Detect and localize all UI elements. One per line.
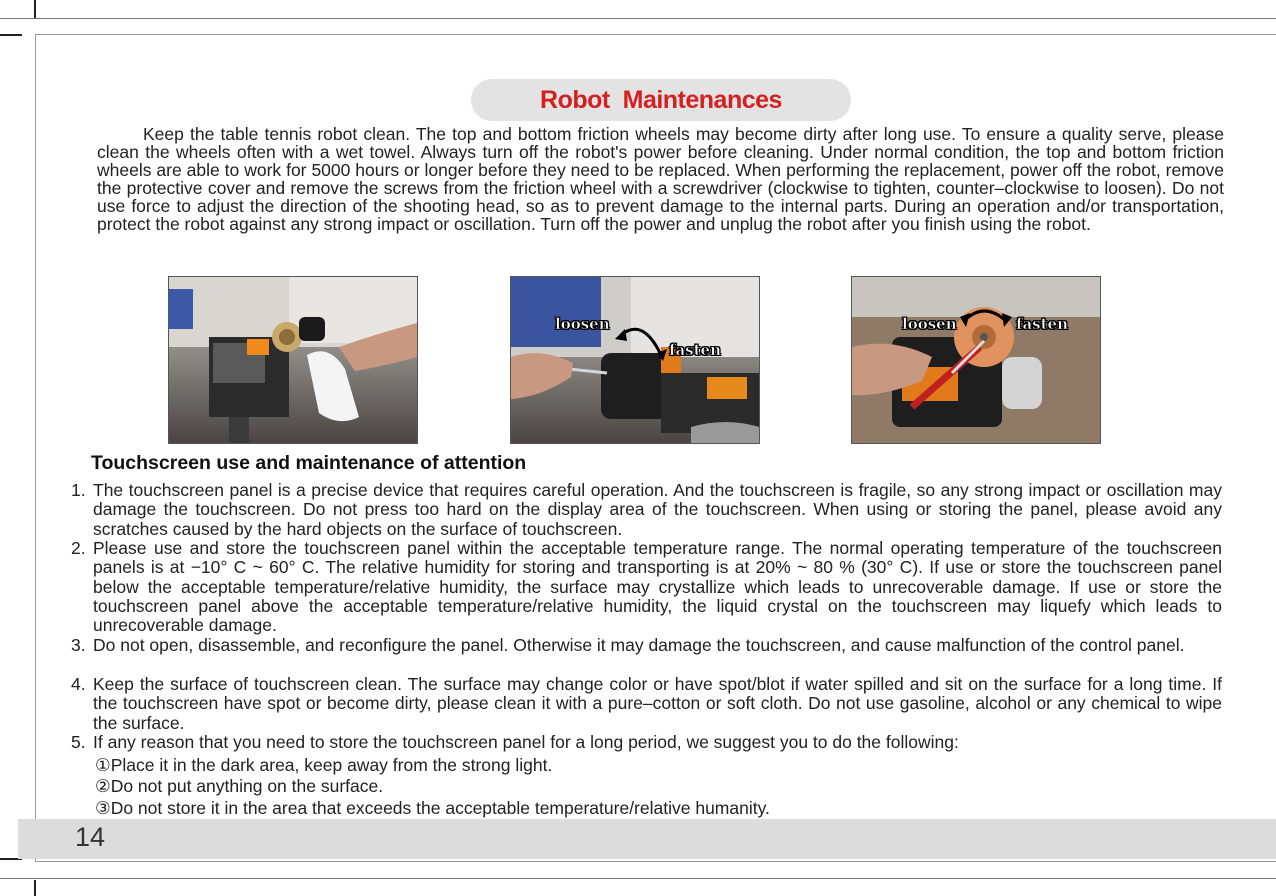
- list-number: 1.: [71, 480, 86, 500]
- loosen-label: loosen: [555, 315, 610, 333]
- list-text: If any reason that you need to store the touchscreen panel for a long period, we suggest you to do the following:: [93, 732, 959, 752]
- list-text: Do not open, disassemble, and reconfigure the panel. Otherwise it may damage the touchscreen, and cause malfunction of the control panel.: [93, 635, 1185, 655]
- loosen-label: loosen: [902, 315, 957, 333]
- photo-cleaning-wheel: [168, 276, 418, 444]
- trim-line-bottom: [0, 878, 1276, 879]
- sub-item: ③Do not store it in the area that exceeds the acceptable temperature/relative humanity.: [95, 798, 770, 818]
- list-number: 4.: [71, 674, 86, 694]
- list-item: [71, 538, 1222, 636]
- crop-mark-bottom: [34, 880, 36, 896]
- list-item: [71, 635, 1222, 655]
- list-item: [71, 732, 1222, 752]
- list-text: Keep the surface of touchscreen clean. The surface may change color or have spot/blot if water spilled and sit on the surface for a long time. If the touchscreen have spot or become dirty, please clean it with a pure–cotton or soft cloth. Do not use gasoline, alcohol or any chemical to wipe the surface.: [93, 674, 1222, 733]
- list-item: [71, 674, 1222, 733]
- page-number: 14: [75, 822, 106, 852]
- intro-paragraph: Keep the table tennis robot clean. The top and bottom friction wheels may become dirty after long use. To ensure a quality serve, please clean the wheels often with a wet towel. Always turn off the robot's power before cleaning. Under normal condition, the top and bottom friction wheels are able to work for 5000 hours or longer before they need to be replaced. When performing the replacement, power off the robot, remove the protective cover and remove the screws from the friction wheel with a screwdriver (clockwise to tighten, counter–clockwise to loosen). Do not use force to adjust the direction of the shooting head, so as to prevent damage to the internal parts. During an operation and/or transportation, protect the robot against any strong impact or oscillation. Turn off the power and unplug the robot after you finish using the robot.: [97, 124, 1224, 234]
- photo-screwdriver-side: [510, 276, 760, 444]
- list-text: Please use and store the touchscreen panel within the acceptable temperature range. The normal operating temperature of the touchscreen panels is at −10° C ~ 60° C. The relative humidity for storing and transporting is at 20% ~ 80 % (30° C). If use or store the touchscreen panel below the acceptable temperature/relative humidity, the surface may crystallize which leads to unrecoverable damage. If use or store the touchscreen panel above the acceptable temperature/relative humidity, the liquid crystal on the touchscreen may liquefy which leads to unrecoverable damage.: [93, 538, 1222, 636]
- fasten-label: fasten: [669, 341, 721, 359]
- photo-screwdriver-closeup: [851, 276, 1101, 444]
- crop-mark-top: [34, 0, 36, 18]
- section-heading: Touchscreen use and maintenance of attention: [91, 452, 527, 474]
- list-number: 5.: [71, 732, 86, 752]
- sub-item: ①Place it in the dark area, keep away from the strong light.: [95, 755, 553, 775]
- fasten-label: fasten: [1016, 315, 1068, 333]
- page-title: Robot Maintenances: [540, 86, 782, 114]
- list-number: 2.: [71, 538, 86, 558]
- list-number: 3.: [71, 635, 86, 655]
- footer-band: [18, 819, 1276, 859]
- sub-item: ②Do not put anything on the surface.: [95, 776, 384, 796]
- list-item: [71, 480, 1222, 539]
- list-text: The touchscreen panel is a precise device that requires careful operation. And the touchscreen is fragile, so any strong impact or oscillation may damage the touchscreen. Do not press too hard on the display area of the touchscreen. When using or storing the panel, please avoid any scratches caused by the hard objects on the surface of touchscreen.: [93, 480, 1222, 539]
- crop-mark-left-top: [0, 34, 22, 36]
- title-pill: [471, 79, 851, 121]
- trim-line-top: [0, 18, 1276, 19]
